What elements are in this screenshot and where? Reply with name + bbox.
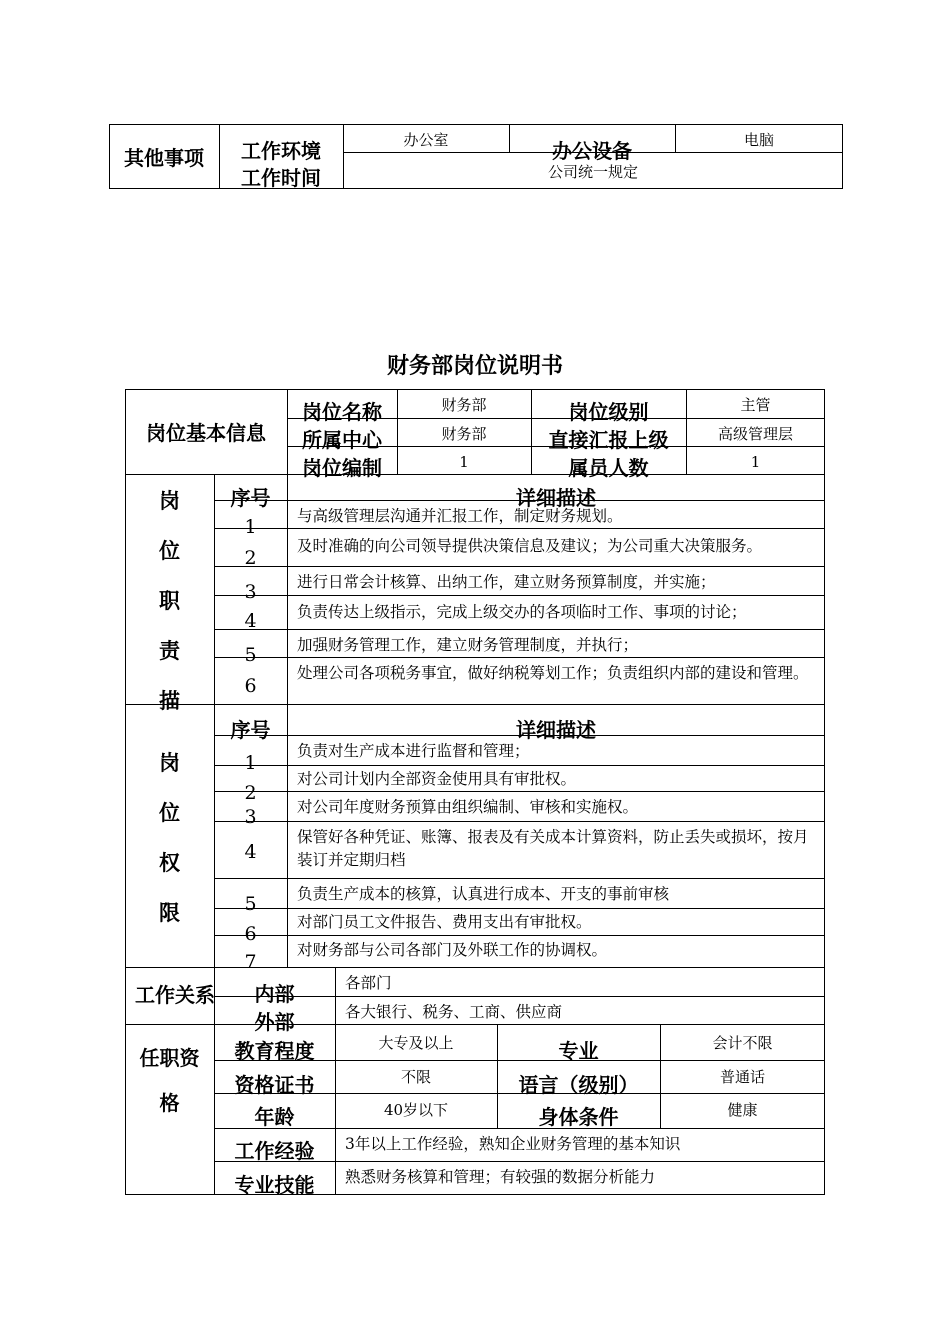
duties-label-char: 责 — [159, 639, 180, 663]
office-equipment-label: 办公设备 — [552, 139, 632, 163]
basic-key: 岗位编制 — [302, 456, 382, 480]
other-matters-label: 其他事项 — [124, 146, 204, 170]
authority-no: 1 — [244, 752, 257, 774]
basic-value: 财务部 — [441, 396, 487, 414]
duty-no: 2 — [244, 547, 257, 569]
basic-value: 主管 — [740, 396, 771, 414]
authority-label-char: 权 — [159, 851, 180, 875]
work-environment-label: 工作环境 — [241, 139, 321, 163]
basic-key: 岗位名称 — [302, 400, 382, 424]
authority-text: 保管好各种凭证、账簿、报表及有关成本计算资料，防止丢失或损坏，按月装订并定期归档 — [297, 828, 809, 869]
certificate-value: 不限 — [400, 1068, 431, 1086]
age-label: 年龄 — [254, 1105, 295, 1129]
authority-header-desc: 详细描述 — [516, 718, 596, 742]
work-time-value: 公司统一规定 — [547, 163, 638, 181]
office-equipment-value: 电脑 — [743, 131, 774, 149]
authority-label-char: 岗 — [159, 751, 180, 775]
external-value: 各大银行、税务、工商、供应商 — [345, 1003, 563, 1021]
basic-key: 属员人数 — [568, 456, 649, 480]
authority-no: 7 — [244, 951, 257, 973]
education-label: 教育程度 — [234, 1039, 315, 1063]
duty-text: 进行日常会计核算、出纳工作，建立财务预算制度，并实施； — [297, 573, 716, 591]
relations-label: 工作关系 — [135, 983, 215, 1007]
duty-text: 与高级管理层沟通并汇报工作，制定财务规划。 — [297, 507, 623, 525]
authority-text: 负责生产成本的核算，认真进行成本、开支的事前审核 — [297, 885, 670, 903]
major-label: 专业 — [558, 1039, 599, 1063]
experience-value: 3年以上工作经验，熟知企业财务管理的基本知识 — [345, 1135, 681, 1153]
basic-value: 1 — [459, 453, 469, 471]
duties-header-desc: 详细描述 — [516, 486, 596, 510]
authority-no: 5 — [244, 893, 257, 915]
health-label: 身体条件 — [538, 1105, 619, 1129]
authority-label-char: 限 — [159, 901, 180, 925]
certificate-label: 资格证书 — [234, 1073, 315, 1097]
authority-no: 3 — [244, 806, 257, 828]
duty-text: 加强财务管理工作，建立财务管理制度，并执行； — [297, 636, 639, 654]
duty-text: 及时准确的向公司领导提供决策信息及建议；为公司重大决策服务。 — [297, 537, 763, 555]
duties-label-char: 描 — [159, 689, 180, 713]
duty-no: 5 — [244, 644, 257, 666]
duties-label-char: 职 — [159, 589, 180, 613]
authority-label-char: 位 — [159, 801, 180, 825]
external-label: 外部 — [254, 1010, 295, 1034]
basic-key: 直接汇报上级 — [548, 428, 669, 452]
duty-no: 3 — [244, 581, 257, 603]
duties-label — [125, 476, 214, 713]
basic-value: 1 — [750, 453, 761, 471]
authority-text: 对部门员工文件报告、费用支出有审批权。 — [297, 913, 592, 931]
language-value: 普通话 — [719, 1068, 765, 1086]
health-value: 健康 — [727, 1101, 758, 1119]
basic-value: 高级管理层 — [717, 425, 793, 443]
duty-text: 负责传达上级指示，完成上级交办的各项临时工作、事项的讨论； — [297, 603, 747, 621]
work-environment-value: 办公室 — [403, 131, 449, 149]
duty-text: 处理公司各项税务事宜，做好纳税筹划工作；负责组织内部的建设和管理。 — [297, 664, 809, 682]
education-value: 大专及以上 — [378, 1034, 454, 1052]
qualifications-label: 任职资格 — [139, 1046, 200, 1115]
authority-no: 2 — [244, 782, 257, 804]
internal-value: 各部门 — [345, 974, 392, 992]
duty-no: 1 — [244, 516, 257, 538]
duties-label-char: 位 — [159, 539, 180, 563]
language-label: 语言（级别） — [518, 1073, 639, 1097]
duty-no: 4 — [244, 610, 257, 632]
basic-value: 财务部 — [441, 425, 487, 443]
basic-key: 岗位级别 — [568, 400, 649, 424]
basic-key: 所属中心 — [302, 428, 382, 452]
work-time-label: 工作时间 — [241, 166, 321, 190]
authority-text: 对财务部与公司各部门及外联工作的协调权。 — [297, 941, 608, 959]
duties-label-char: 岗 — [159, 489, 180, 513]
duty-no: 6 — [244, 675, 257, 697]
authority-text: 对公司年度财务预算由组织编制、审核和实施权。 — [297, 798, 639, 816]
skills-label: 专业技能 — [234, 1173, 315, 1197]
authority-no: 6 — [244, 923, 257, 945]
document-title: 财务部岗位说明书 — [386, 354, 563, 379]
authority-label — [125, 738, 214, 938]
authority-no: 4 — [244, 841, 257, 863]
age-value: 40岁以下 — [383, 1101, 449, 1119]
authority-text: 对公司计划内全部资金使用具有审批权。 — [297, 770, 577, 788]
skills-value: 熟悉财务核算和管理；有较强的数据分析能力 — [345, 1168, 656, 1186]
major-value: 会计不限 — [712, 1034, 773, 1052]
experience-label: 工作经验 — [234, 1139, 315, 1163]
authority-header-no: 序号 — [230, 718, 271, 742]
internal-label: 内部 — [254, 982, 295, 1006]
duties-header-no: 序号 — [230, 486, 271, 510]
authority-text: 负责对生产成本进行监督和管理； — [297, 742, 530, 760]
basic-info-label: 岗位基本信息 — [146, 421, 266, 445]
